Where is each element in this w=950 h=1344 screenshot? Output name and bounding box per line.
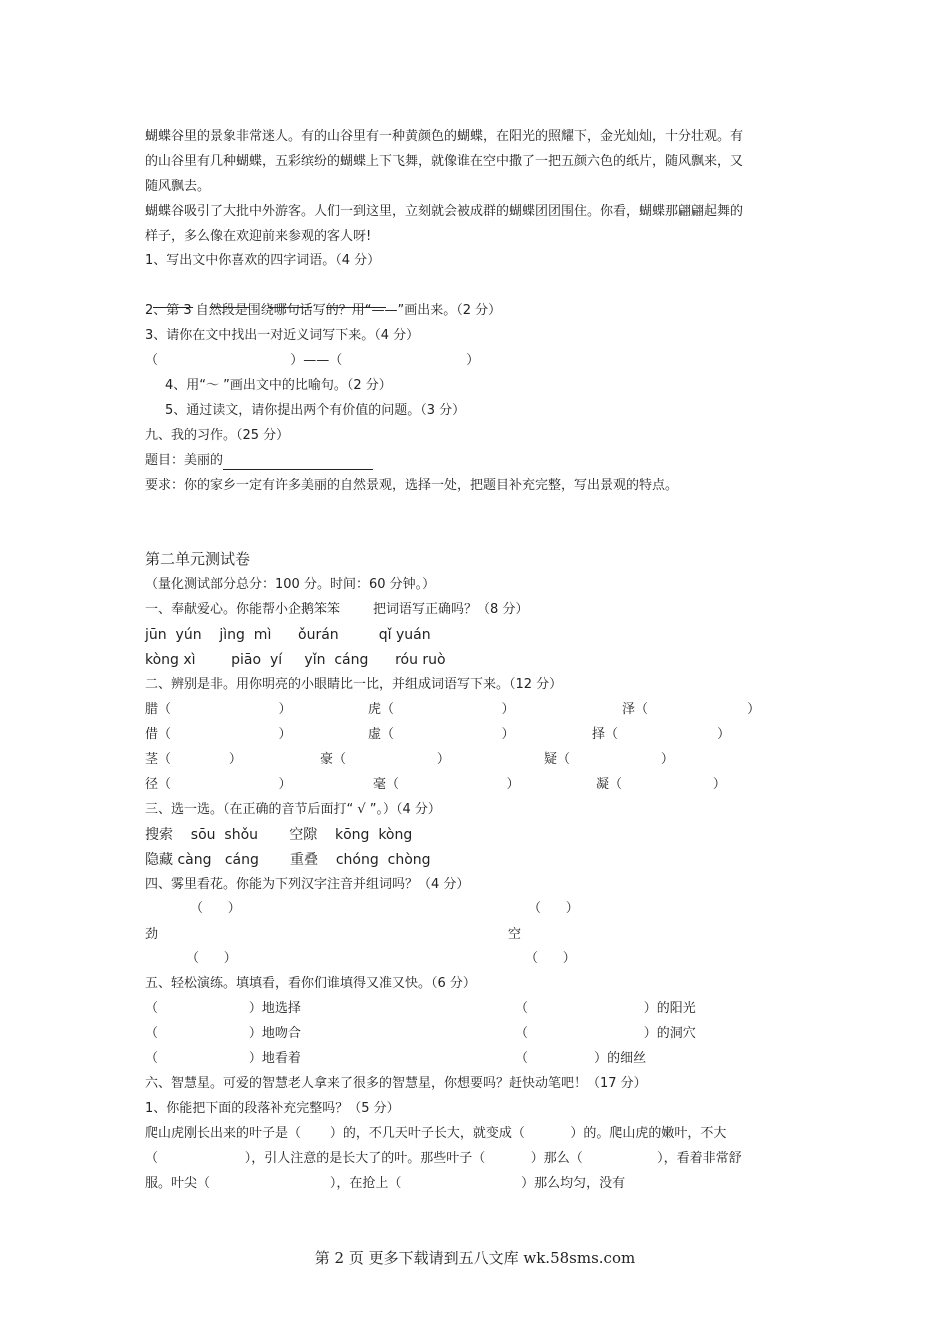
question-3-answer: （ ）——（ ） xyxy=(145,353,480,368)
question-2: 2、第 3 自然段是围绕哪句话写的？用“——”画出来。（2 分） xyxy=(145,303,502,318)
s2-r2-c1: 借（ ） xyxy=(145,727,292,742)
s6-paragraph-2: （ ），引人注意的是长大了的叶。那些叶子（ ）那么（ ），看着非常舒 xyxy=(145,1151,742,1166)
topic-label: 题目：美丽的 xyxy=(145,453,224,468)
s6-paragraph-1: 爬山虎刚长出来的叶子是（ ）的，不几天叶子长大，就变成（ ）的。爬山虎的嫩叶，不大 xyxy=(145,1126,727,1141)
s2-r3-c3: 疑（ ） xyxy=(544,752,674,767)
composition-requirement: 要求：你的家乡一定有许多美丽的自然景观，选择一处，把题目补充完整，写出景观的特点。 xyxy=(145,478,679,493)
s5-left-1: （ ）地选择 xyxy=(145,1001,301,1016)
passage-line-3: 随风飘去。 xyxy=(145,179,211,194)
s3-line-1: 搜索 sōu shǒu 空隙 kōng kòng xyxy=(145,827,413,843)
topic-blank xyxy=(223,456,373,470)
s2-r3-c2: 豪（ ） xyxy=(320,752,450,767)
s6-question-1: 1、你能把下面的段落补充完整吗？（5 分） xyxy=(145,1101,400,1116)
s2-r4-c1: 径（ ） xyxy=(145,777,292,792)
s4-paren-3: （ ） xyxy=(186,951,237,966)
section-5: 五、轻松演练。填填看，看你们谁填得又准又快。（6 分） xyxy=(145,976,476,991)
s3-line-2: 隐藏 càng cáng 重叠 chóng chòng xyxy=(145,852,431,868)
passage-line-4: 蝴蝶谷吸引了大批中外游客。人们一到这里，立刻就会被成群的蝴蝶团团围住。你看，蝴蝶那翩翩起舞的 xyxy=(145,204,744,219)
s5-left-2: （ ）地吻合 xyxy=(145,1026,301,1041)
question-1: 1、写出文中你喜欢的四字词语。（4 分） xyxy=(145,253,381,268)
pinyin-line-1: jūn yún jìng mì ǒurán qǐ yuán xyxy=(145,627,431,643)
s2-r1-c3: 泽（ ） xyxy=(622,702,761,717)
s2-r3-c1: 茎（ ） xyxy=(145,752,242,767)
s5-right-1: （ ）的阳光 xyxy=(515,1001,696,1016)
s2-r4-c2: 毫（ ） xyxy=(373,777,520,792)
s2-r4-c3: 凝（ ） xyxy=(596,777,726,792)
s5-right-2: （ ）的洞穴 xyxy=(515,1026,696,1041)
s6-paragraph-3: 服。叶尖（ ），在抢上（ ）那么均匀，没有 xyxy=(145,1176,626,1191)
pinyin-line-2: kòng xì piāo yí yǐn cáng róu ruò xyxy=(145,652,446,668)
question-5: 5、通过读文，请你提出两个有价值的问题。（3 分） xyxy=(165,403,466,418)
composition-heading: 九、我的习作。（25 分） xyxy=(145,428,290,443)
passage-line-5: 样子，多么像在欢迎前来参观的客人呀! xyxy=(145,229,372,244)
s2-r2-c3: 择（ ） xyxy=(592,727,731,742)
s4-char-1: 劲 xyxy=(145,927,159,942)
s2-r2-c2: 虚（ ） xyxy=(368,727,515,742)
question-3: 3、请你在文中找出一对近义词写下来。（4 分） xyxy=(145,328,420,343)
s4-char-2: 空 xyxy=(508,927,522,942)
section-6: 六、智慧星。可爱的智慧老人拿来了很多的智慧星，你想要吗？赶快动笔吧！（17 分） xyxy=(145,1076,647,1091)
s4-paren-4: （ ） xyxy=(525,951,576,966)
s4-paren-1: （ ） xyxy=(190,901,241,916)
composition-topic xyxy=(145,452,373,470)
passage-line-1: 蝴蝶谷里的景象非常迷人。有的山谷里有一种黄颜色的蝴蝶，在阳光的照耀下，金光灿灿，十分壮观。有 xyxy=(145,129,744,144)
s5-right-3: （ ）的细丝 xyxy=(515,1051,647,1066)
unit-note: （量化测试部分总分：100 分。时间：60 分钟。） xyxy=(145,577,436,592)
section-4: 四、雾里看花。你能为下列汉字注音并组词吗？（4 分） xyxy=(145,877,470,892)
question-4: 4、用“～ ”画出文中的比喻句。（2 分） xyxy=(165,378,392,393)
section-2: 二、辨别是非。用你明亮的小眼睛比一比，并组成词语写下来。（12 分） xyxy=(145,677,563,692)
unit-title: 第二单元测试卷 xyxy=(145,550,251,568)
s5-left-3: （ ）地看着 xyxy=(145,1051,301,1066)
passage-line-2: 的山谷里有几种蝴蝶，五彩缤纷的蝴蝶上下飞舞，就像谁在空中撒了一把五颜六色的纸片，随风飘来，又 xyxy=(145,154,744,169)
section-3: 三、选一选。（在正确的音节后面打“ √ ”。）（4 分） xyxy=(145,802,441,817)
s2-r1-c2: 虎（ ） xyxy=(368,702,515,717)
page-footer: 第 2 页 更多下载请到五八文库 wk.58sms.com xyxy=(314,1249,636,1267)
s2-r1-c1: 腊（ ） xyxy=(145,702,292,717)
s4-paren-2: （ ） xyxy=(528,901,579,916)
section-1: 一、奉献爱心。你能帮小企鹅笨笨 把词语写正确吗？（8 分） xyxy=(145,602,529,617)
